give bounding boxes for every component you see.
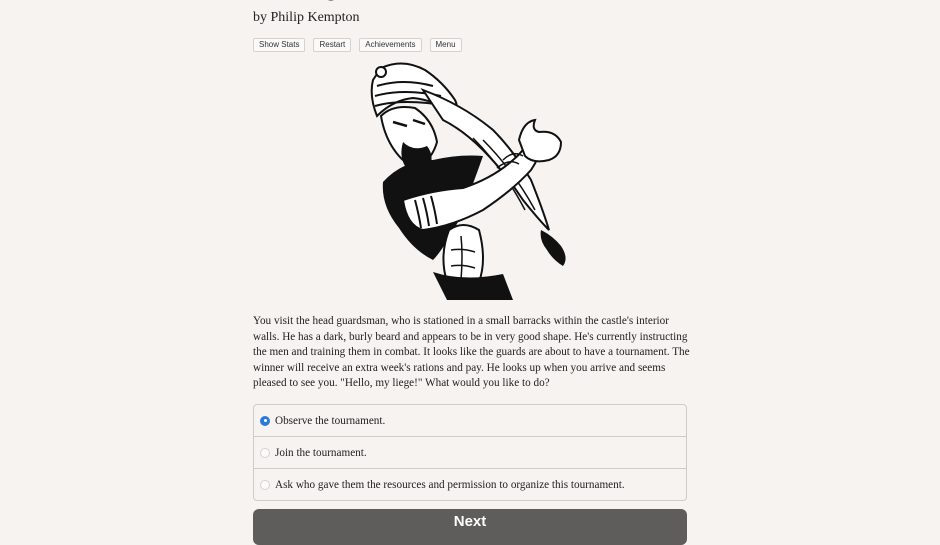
radio-checked-icon[interactable] xyxy=(260,416,270,426)
guardsman-illustration-icon xyxy=(363,60,579,302)
story-text: You visit the head guardsman, who is stationed in a small barracks within the castle's interior walls. He has a dark, burly beard and appears to be in very good shape. He's currently instructing the men and training them in combat. It looks like the guards are about to have a tournament. The winner will receive an extra week's rations and pay. He looks up when you arrive and seems pleased to see you. "Hello, my liege!" What would you like to do? xyxy=(253,315,690,390)
choice-label: Ask who gave them the resources and permission to organize this tournament. xyxy=(275,478,625,491)
toolbar xyxy=(253,38,462,52)
game-title xyxy=(253,0,376,2)
radio-unchecked-icon[interactable] xyxy=(260,448,270,458)
menu-button[interactable]: Menu xyxy=(430,38,462,52)
choice-option[interactable] xyxy=(254,436,686,468)
radio-unchecked-icon[interactable] xyxy=(260,480,270,490)
show-stats-button[interactable]: Show Stats xyxy=(253,38,305,52)
choice-option[interactable] xyxy=(254,468,686,500)
choice-label: Observe the tournament. xyxy=(275,414,386,427)
choice-list xyxy=(253,404,687,501)
choice-option[interactable] xyxy=(254,405,686,436)
achievements-button[interactable]: Achievements xyxy=(359,38,421,52)
next-button[interactable]: Next xyxy=(253,509,687,545)
choice-label: Join the tournament. xyxy=(275,446,367,459)
author-byline: by Philip Kempton xyxy=(253,10,360,25)
restart-button[interactable]: Restart xyxy=(313,38,351,52)
